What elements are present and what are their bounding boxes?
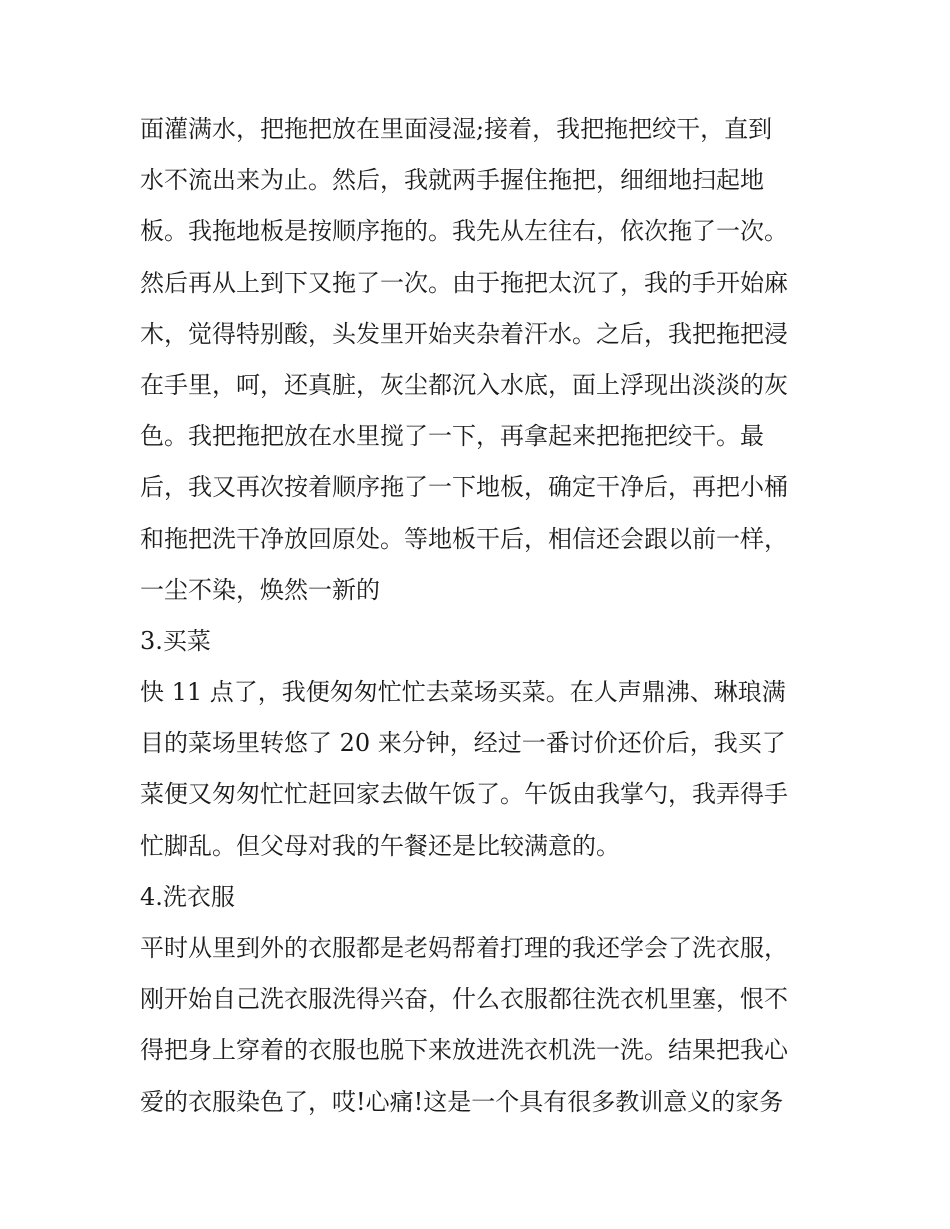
paragraph-line: 然后再从上到下又拖了一次。由于拖把太沉了，我的手开始麻 xyxy=(140,268,788,297)
paragraph-line: 面灌满水，把拖把放在里面浸湿;接着，我把拖把绞干，直到 xyxy=(140,115,773,143)
paragraph-line: 一尘不染，焕然一新的 xyxy=(140,575,380,604)
paragraph-line: 刚开始自己洗衣服洗得兴奋，什么衣服都往洗衣机里塞，恨不 xyxy=(140,985,788,1014)
paragraph-line: 得把身上穿着的衣服也脱下来放进洗衣机洗一洗。结果把我心 xyxy=(140,1036,788,1065)
paragraph-line: 目的菜场里转悠了 20 来分钟，经过一番讨价还价后，我买了 xyxy=(140,729,786,758)
paragraph-line: 后，我又再次按着顺序拖了一下地板，确定干净后，再把小桶 xyxy=(140,473,788,502)
paragraph-line: 爱的衣服染色了，哎!心痛!这是一个具有很多教训意义的家务 xyxy=(140,1087,784,1116)
section-heading-laundry: 4.洗衣服 xyxy=(140,882,235,911)
paragraph-line: 忙脚乱。但父母对我的午餐还是比较满意的。 xyxy=(140,831,620,860)
paragraph-line: 木，觉得特别酸，头发里开始夹杂着汗水。之后，我把拖把浸 xyxy=(140,319,788,348)
paragraph-line: 水不流出来为止。然后，我就两手握住拖把，细细地扫起地 xyxy=(140,166,764,195)
essay-text-block xyxy=(140,104,820,1128)
paragraph-line: 和拖把洗干净放回原处。等地板干后，相信还会跟以前一样， xyxy=(140,524,788,553)
paragraph-line: 菜便又匆匆忙忙赶回家去做午饭了。午饭由我掌勺，我弄得手 xyxy=(140,780,788,809)
paragraph-line: 快 11 点了，我便匆匆忙忙去菜场买菜。在人声鼎沸、琳琅满 xyxy=(140,678,786,707)
paragraph-line: 色。我把拖把放在水里搅了一下，再拿起来把拖把绞干。最 xyxy=(140,422,764,451)
paragraph-line: 平时从里到外的衣服都是老妈帮着打理的我还学会了洗衣服， xyxy=(140,934,788,962)
paragraph-line: 板。我拖地板是按顺序拖的。我先从左往右，依次拖了一次。 xyxy=(140,217,788,246)
paragraph-line: 在手里，呵，还真脏，灰尘都沉入水底，面上浮现出淡淡的灰 xyxy=(140,370,788,399)
section-heading-shopping: 3.买菜 xyxy=(140,626,211,655)
